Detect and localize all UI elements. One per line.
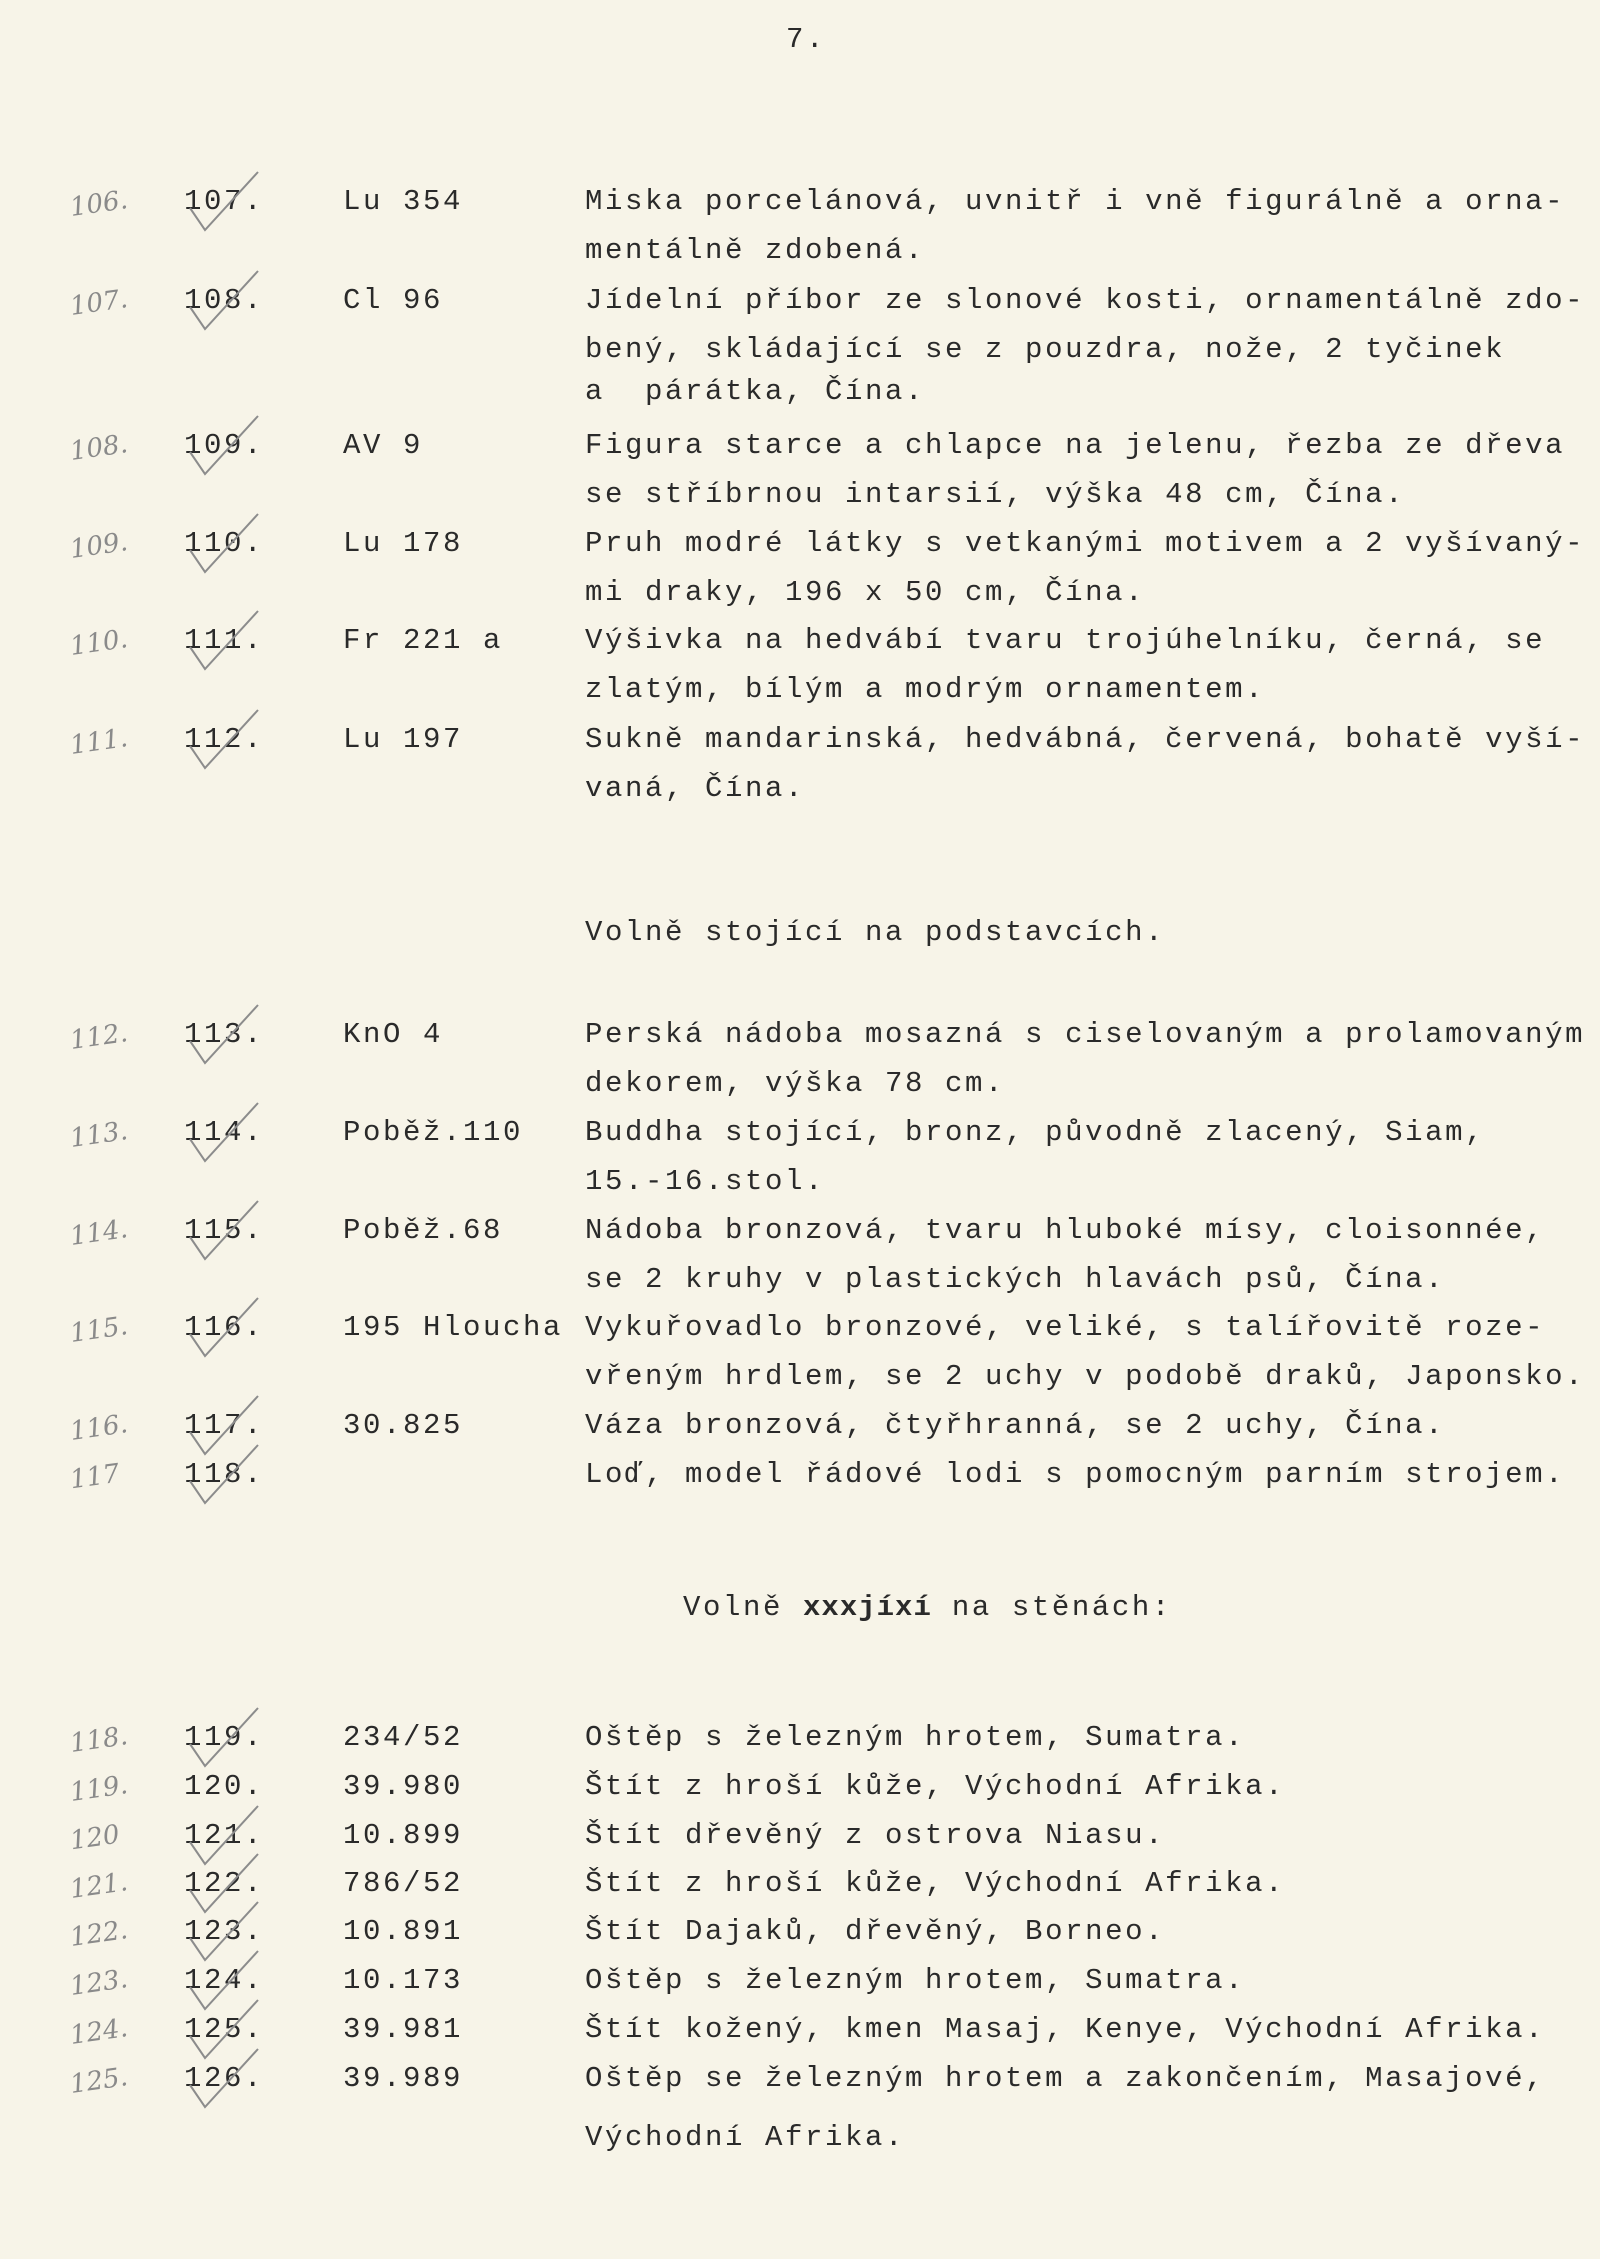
inventory-ref: 30.825 [343,1409,464,1442]
item-number: 112. [184,723,265,756]
item-number: 124. [184,1964,265,1997]
handwritten-number: 120 [68,1819,122,1857]
check-mark-icon [190,1708,258,1766]
check-mark-icon [190,172,258,230]
item-description-line: vřeným hrdlem, se 2 uchy v podobě draků, Japonsko. [585,1360,1586,1393]
item-number: 113. [184,1018,265,1051]
item-number: 123. [184,1915,265,1948]
handwritten-number: 123. [68,1964,130,2002]
check-mark-icon [190,611,258,669]
item-number: 116. [184,1311,265,1344]
item-number: 125. [184,2013,265,2046]
check-mark-icon [190,1005,258,1063]
item-description-line: Výšivka na hedvábí tvaru trojúhelníku, černá, se [585,624,1546,657]
check-mark-icon [190,2049,258,2107]
item-description-line: Sukně mandarinská, hedvábná, červená, bohatě vyší- [585,723,1586,756]
item-description-line: Vykuřovadlo bronzové, veliké, s talířovitě roze- [585,1311,1546,1344]
item-description-line: Štít z hroší kůže, Východní Afrika. [585,1867,1286,1900]
check-mark-icon [190,514,258,572]
item-description-line: Východní Afrika. [585,2121,906,2154]
item-number: 120. [184,1770,265,1803]
handwritten-number: 112. [68,1018,130,1056]
handwritten-number: 117 [68,1458,122,1496]
item-number: 114. [184,1116,265,1149]
check-mark-icon [190,2000,258,2058]
item-number: 121. [184,1819,265,1852]
item-number: 118. [184,1458,265,1491]
item-description-line: Oštěp s železným hrotem, Sumatra. [585,1721,1246,1754]
item-description-line: Váza bronzová, čtyřhranná, se 2 uchy, Čína. [585,1409,1446,1442]
inventory-ref: Lu 197 [343,723,464,756]
item-description-line: Perská nádoba mosazná s ciselovaným a prolamovaným [585,1018,1586,1051]
check-mark-icon [190,416,258,474]
item-number: 110. [184,527,265,560]
item-description-line: Štít kožený, kmen Masaj, Kenye, Východní Afrika. [585,2013,1546,2046]
handwritten-number: 119. [68,1770,130,1808]
inventory-ref: 39.980 [343,1770,464,1803]
check-mark-icon [190,1902,258,1960]
check-mark-icon [190,1854,258,1912]
item-description-line: dekorem, výška 78 cm. [585,1067,1006,1100]
inventory-ref: 39.981 [343,2013,464,2046]
handwritten-number: 109. [68,527,130,565]
handwritten-number: 125. [68,2062,130,2100]
item-description-line: se 2 kruhy v plastických hlavách psů, Čína. [585,1263,1446,1296]
overtyped-word: xxxjíxí [803,1591,932,1624]
check-mark-icon [190,1806,258,1864]
item-number: 108. [184,284,265,317]
item-description-line: Štít dřevěný z ostrova Niasu. [585,1819,1166,1852]
item-number: 109. [184,429,265,462]
item-description-line: Miska porcelánová, uvnitř i vně figurálně a orna- [585,185,1566,218]
inventory-ref: 195 Hloucha [343,1311,564,1344]
inventory-ref: AV 9 [343,429,424,462]
item-description-line: Pruh modré látky s vetkanými motivem a 2 vyšívaný- [585,527,1586,560]
inventory-ref: 786/52 [343,1867,464,1900]
check-mark-icon [190,1951,258,2009]
item-description-line: 15.-16.stol. [585,1165,826,1198]
item-description-line: mentálně zdobená. [585,234,926,267]
item-description-line: Štít Dajaků, dřevěný, Borneo. [585,1915,1166,1948]
item-number: 117. [184,1409,265,1442]
handwritten-number: 110. [68,624,130,662]
item-description-line: vaná, Čína. [585,772,806,805]
inventory-ref: KnO 4 [343,1018,444,1051]
item-description-line: a párátka, Čína. [585,375,926,408]
handwritten-number: 106. [68,185,130,223]
check-mark-icon [190,710,258,768]
inventory-ref: Lu 178 [343,527,464,560]
handwritten-number: 121. [68,1867,130,1905]
handwritten-number: 122. [68,1915,130,1953]
handwritten-number: 113. [68,1116,130,1154]
item-description-line: bený, skládající se z pouzdra, nože, 2 tyčinek [585,333,1506,366]
item-description-line: Štít z hroší kůže, Východní Afrika. [585,1770,1286,1803]
handwritten-number: 114. [68,1214,130,1252]
item-number: 107. [184,185,265,218]
item-number: 115. [184,1214,265,1247]
page-number: 7. [786,23,827,56]
inventory-ref: 10.891 [343,1915,464,1948]
item-description-line: mi draky, 196 x 50 cm, Čína. [585,576,1146,609]
inventory-ref: Lu 354 [343,185,464,218]
check-mark-icon [190,271,258,329]
inventory-ref: 39.989 [343,2062,464,2095]
inventory-ref: 10.899 [343,1819,464,1852]
handwritten-number: 111. [68,723,130,761]
item-number: 111. [184,624,265,657]
item-number: 122. [184,1867,265,1900]
item-description-line: Nádoba bronzová, tvaru hluboké mísy, cloisonnée, [585,1214,1546,1247]
item-description-line: Loď, model řádové lodi s pomocným parním strojem. [585,1458,1566,1491]
check-mark-icon [190,1103,258,1161]
inventory-ref: Fr 221 a [343,624,504,657]
item-description-line: Oštěp s železným hrotem, Sumatra. [585,1964,1246,1997]
inventory-ref: Poběž.68 [343,1214,504,1247]
inventory-ref: 234/52 [343,1721,464,1754]
check-mark-icon [190,1298,258,1356]
inventory-ref: Cl 96 [343,284,444,317]
handwritten-number: 124. [68,2013,130,2051]
check-mark-icon [190,1445,258,1503]
handwritten-number: 107. [68,284,130,322]
item-number: 126. [184,2062,265,2095]
item-description-line: Oštěp se železným hrotem a zakončením, Masajové, [585,2062,1546,2095]
heading-text: Volně [683,1591,804,1624]
item-description-line: Jídelní příbor ze slonové kosti, ornamentálně zdo- [585,284,1586,317]
handwritten-number: 116. [68,1409,130,1447]
item-number: 119. [184,1721,265,1754]
section-heading-pedestals: Volně stojící na podstavcích. [585,916,1166,949]
item-description-line: se stříbrnou intarsií, výška 48 cm, Čína. [585,478,1406,511]
item-description-line: Buddha stojící, bronz, původně zlacený, Siam, [585,1116,1486,1149]
handwritten-number: 115. [68,1311,130,1349]
check-mark-icon [190,1396,258,1454]
handwritten-number: 118. [68,1721,130,1759]
item-description-line: Figura starce a chlapce na jelenu, řezba ze dřeva [585,429,1566,462]
heading-text: na stěnách: [931,1591,1172,1624]
check-mark-icon [190,1201,258,1259]
item-description-line: zlatým, bílým a modrým ornamentem. [585,673,1266,706]
handwritten-number: 108. [68,429,130,467]
inventory-ref: Poběž.110 [343,1116,524,1149]
inventory-ref: 10.173 [343,1964,464,1997]
